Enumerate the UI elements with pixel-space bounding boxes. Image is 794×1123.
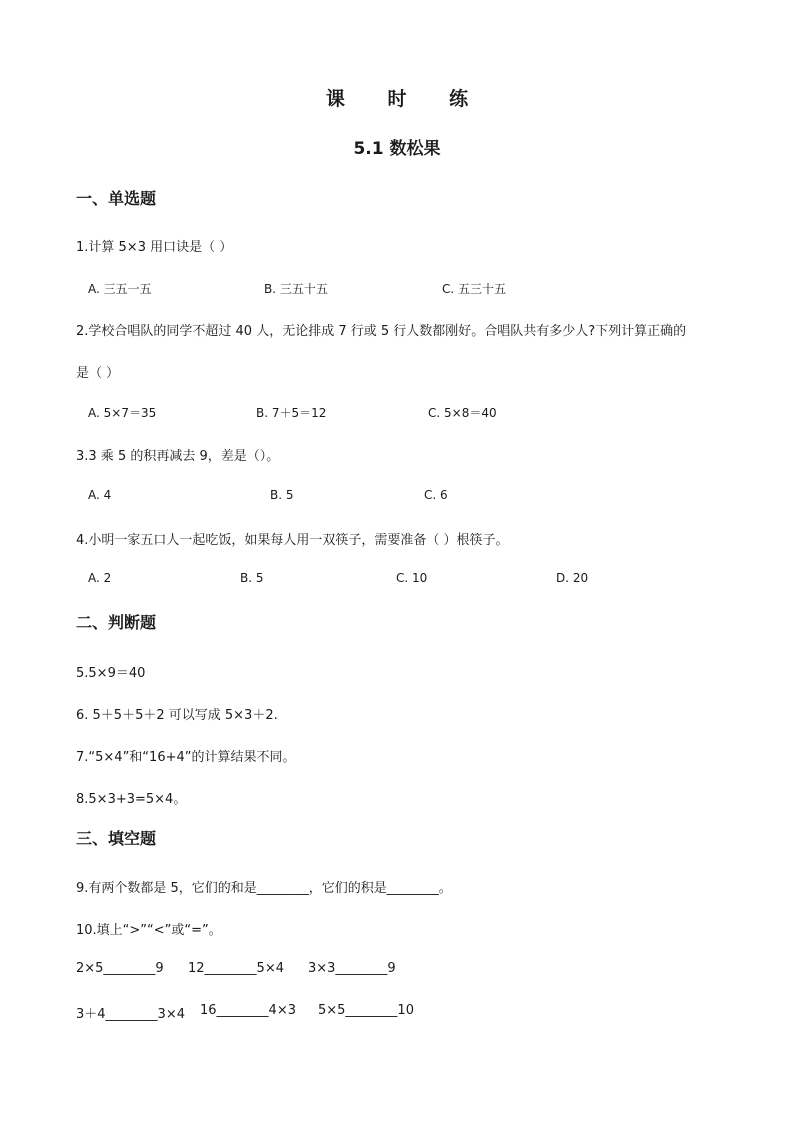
- q10-item-3: 3×3________9: [308, 961, 396, 976]
- question-7: 7.“5×4”和“16+4”的计算结果不同。: [76, 750, 296, 765]
- question-8: 8.5×3+3=5×4。: [76, 792, 187, 807]
- question-9: 9.有两个数都是 5，它们的和是________，它们的积是________。: [76, 881, 452, 896]
- question-4: 4.小明一家五口人一起吃饭，如果每人用一双筷子，需要准备（ ）根筷子。: [76, 533, 509, 548]
- lesson-subtitle: 5.1 数松果: [353, 139, 441, 159]
- q4-option-c: C. 10: [396, 571, 428, 585]
- q2-option-c: C. 5×8＝40: [428, 406, 497, 420]
- q3-option-b: B. 5: [270, 488, 294, 502]
- question-3: 3.3 乘 5 的积再减去 9，差是（）。: [76, 449, 280, 464]
- section-heading-fill-in: 三、填空题: [76, 829, 157, 848]
- q1-option-c: C. 五三十五: [442, 282, 507, 296]
- q10-item-6: 5×5________10: [318, 1003, 414, 1018]
- question-10: 10.填上“>”“<”或“=”。: [76, 923, 222, 938]
- question-1: 1.计算 5×3 用口诀是（ ）: [76, 240, 233, 255]
- question-2-line-2: 是（ ）: [76, 366, 120, 381]
- q10-item-1: 2×5________9: [76, 961, 164, 976]
- section-heading-true-false: 二、判断题: [76, 613, 157, 632]
- q2-option-b: B. 7＋5＝12: [256, 406, 327, 420]
- q3-option-c: C. 6: [424, 488, 448, 502]
- q4-option-b: B. 5: [240, 571, 264, 585]
- question-2-line-1: 2.学校合唱队的同学不超过 40 人，无论排成 7 行或 5 行人数都刚好。合唱队共有多少人?下列计算正确的: [76, 324, 687, 339]
- section-heading-single-choice: 一、单选题: [76, 189, 157, 208]
- q4-option-d: D. 20: [556, 571, 589, 585]
- q3-option-a: A. 4: [88, 488, 112, 502]
- q1-option-b: B. 三五十五: [264, 282, 328, 296]
- question-5: 5.5×9＝40: [76, 666, 146, 681]
- question-6: 6. 5＋5＋5＋2 可以写成 5×3＋2.: [76, 708, 278, 723]
- q10-item-2: 12________5×4: [188, 961, 284, 976]
- q1-option-a: A. 三五一五: [88, 282, 152, 296]
- q4-option-a: A. 2: [88, 571, 112, 585]
- page-title: 课 时 练: [325, 88, 487, 110]
- q10-item-4: 3＋4________3×4: [76, 1007, 185, 1022]
- q2-option-a: A. 5×7＝35: [88, 406, 157, 420]
- q10-item-5: 16________4×3: [200, 1003, 296, 1018]
